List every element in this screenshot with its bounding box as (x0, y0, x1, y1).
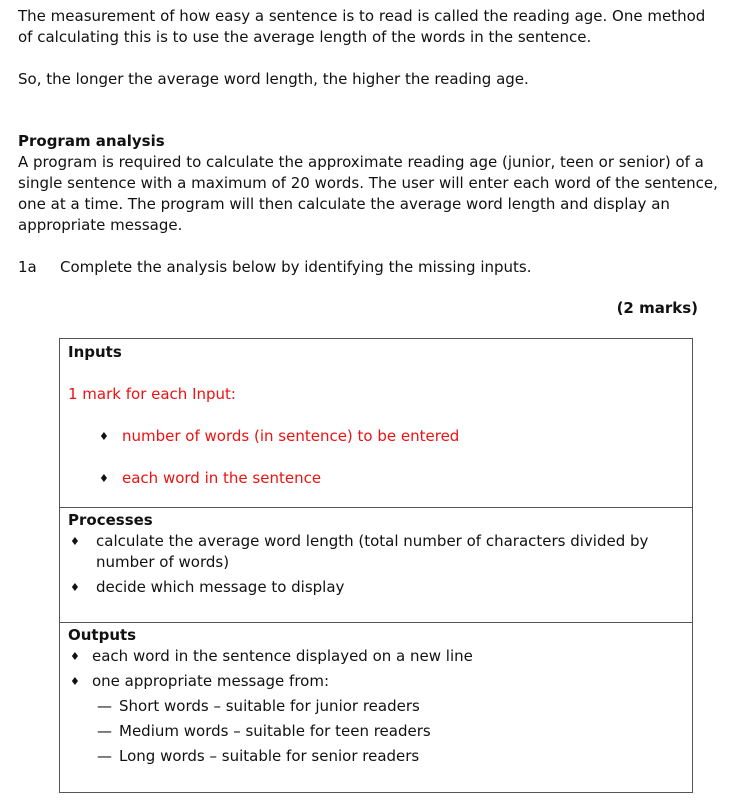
output-item (68, 646, 692, 667)
input-item-text: number of words (in sentence) to be entered (122, 427, 460, 445)
processes-title: Processes (68, 511, 153, 529)
input-item (68, 426, 692, 447)
dash-icon: — (97, 747, 112, 765)
input-item (68, 468, 692, 489)
intro-paragraph: The measurement of how easy a sentence is to read is called the reading age. One method of calculating this is to use the average length of the words in the sentence. (18, 7, 706, 46)
inputs-cell (60, 339, 692, 508)
section-heading: Program analysis (18, 132, 165, 150)
diamond-bullet-icon: ♦ (70, 650, 80, 663)
inputs-title: Inputs (68, 343, 122, 361)
output-item-text: one appropriate message from: (92, 672, 329, 690)
dash-icon: — (97, 697, 112, 715)
input-item-text: each word in the sentence (122, 469, 322, 487)
output-item (68, 671, 692, 692)
mark-note: 1 mark for each Input: (68, 385, 236, 403)
dash-icon: — (97, 722, 112, 740)
output-message (68, 696, 692, 717)
diamond-bullet-icon: ♦ (70, 535, 80, 548)
processes-cell (60, 508, 692, 623)
output-message-text: Short words – suitable for junior readers (119, 697, 420, 715)
outputs-title: Outputs (68, 626, 137, 644)
process-item (68, 577, 692, 598)
question-number: 1a (18, 258, 37, 276)
question-text: Complete the analysis below by identifying the missing inputs. (60, 258, 532, 276)
diamond-bullet-icon: ♦ (70, 581, 80, 594)
analysis-table (59, 338, 693, 793)
conclusion-paragraph: So, the longer the average word length, the higher the reading age. (18, 70, 529, 88)
diamond-bullet-icon: ♦ (99, 472, 109, 485)
diamond-bullet-icon: ♦ (99, 430, 109, 443)
process-item (68, 531, 692, 573)
diamond-bullet-icon: ♦ (70, 675, 80, 688)
analysis-paragraph: A program is required to calculate the approximate reading age (junior, teen or senior) of a single sentence with a maximum of 20 words. The user will enter each word of the sentence, one at a time. The program will then calculate the average word length and display an appropriate message. (18, 153, 718, 234)
process-item-text: decide which message to display (96, 578, 345, 596)
process-item-text: calculate the average word length (total number of characters divided by number of words) (96, 532, 649, 571)
output-message (68, 721, 692, 742)
output-message (68, 746, 692, 767)
marks-label: (2 marks) (616, 299, 698, 317)
output-message-text: Long words – suitable for senior readers (119, 747, 420, 765)
output-item-text: each word in the sentence displayed on a new line (92, 647, 473, 665)
outputs-cell (60, 623, 692, 792)
output-message-text: Medium words – suitable for teen readers (119, 722, 431, 740)
